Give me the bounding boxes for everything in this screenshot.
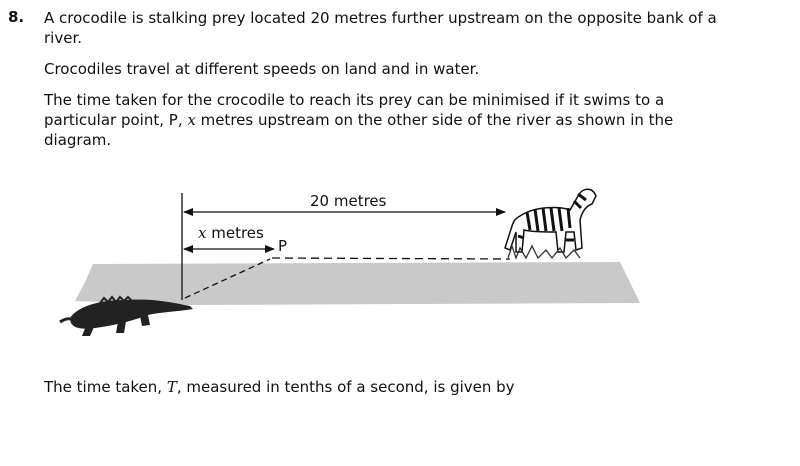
river [75,262,640,305]
x-variable: x [198,224,207,242]
crocodile-illustration [60,297,193,336]
question-paragraph-1: A crocodile is stalking prey located 20 metres further upstream on the opposite bank of a river. [44,9,717,47]
footer-variable-t: T [166,378,177,396]
x-unit: metres [206,224,264,242]
paragraph-3-variable-x: x [187,111,196,129]
paragraph-3-text-a: The time taken for the crocodile to reach its prey can be minimised if it swims to a particular point, P, [44,91,665,129]
distance-label-x [198,224,264,242]
footer-text [44,378,515,396]
footer-text-a: The time taken, [44,378,167,396]
zebra-illustration [505,189,596,258]
distance-label-20m: 20 metres [310,192,387,210]
land-path [272,258,510,259]
point-p-label: P [278,237,288,255]
question-number: 8. [8,8,25,26]
paragraph-3-text-b: metres upstream on the other side of the river as shown in the diagram. [44,111,674,149]
footer-text-b: , measured in tenths of a second, is given by [176,378,515,396]
question-paragraph-2: Crocodiles travel at different speeds on land and in water. [44,60,480,78]
